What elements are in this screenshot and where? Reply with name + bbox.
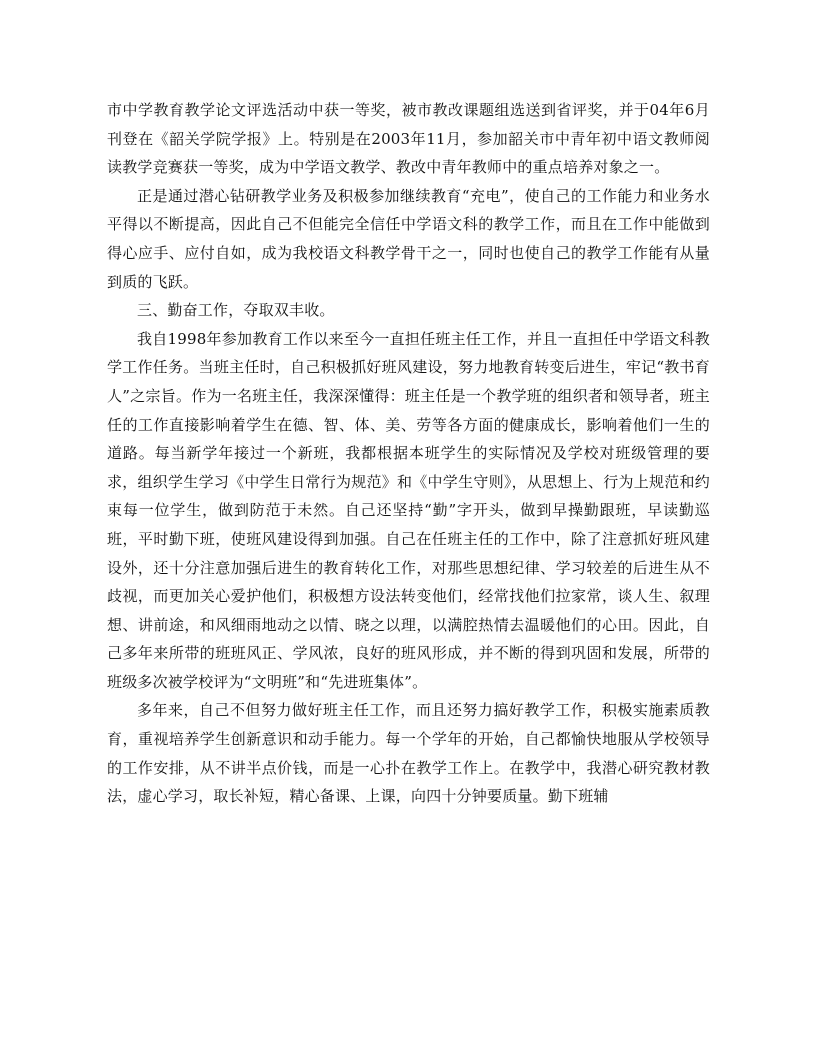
section-heading-diligent-work: 三、勤奋工作，夺取双丰收。 xyxy=(137,301,335,320)
paragraph-award-continuation: 市中学教育教学论文评选活动中获一等奖，被市教改课题组选送到省评奖，并于04年6月刊登在《韶关学院学报》上。特别是在2003年11月，参加韶关市中青年初中语文教师阅读教学竞赛获一等奖，成为中学语文教学、教改中青年教师中的重点培养对象之一。 xyxy=(107,101,710,177)
paragraph-teaching-work: 多年来，自己不但努力做好班主任工作，而且还努力搞好教学工作，积极实施素质教育，重视培养学生创新意识和动手能力。每一个学年的开始，自己都愉快地服从学校领导的工作安排，从不讲半点价钱，而是一心扑在教学工作上。在教学中，我潜心研究教材教法，虚心学习，取长补短，精心备课、上课，向四十分钟要质量。勤下班辅 xyxy=(107,701,710,806)
document-page xyxy=(107,96,710,811)
paragraph-class-teacher-work: 我自1998年参加教育工作以来至今一直担任班主任工作，并且一直担任中学语文科教学工作任务。当班主任时，自己积极抓好班风建设，努力地教育转变后进生，牢记“教书育人”之宗旨。作为一名班主任，我深深懂得：班主任是一个教学班的组织者和领导者，班主任的工作直接影响着学生在德、智、体、美、劳等各方面的健康成长，影响着他们一生的道路。每当新学年接过一个新班，我都根据本班学生的实际情况及学校对班级管理的要求，组织学生学习《中学生日常行为规范》和《中学生守则》，从思想上、行为上规范和约束每一位学生，做到防范于未然。自己还坚持“勤”字开头，做到早操勤跟班，早读勤巡班，平时勤下班，使班风建设得到加强。自己在任班主任的工作中，除了注意抓好班风建设外，还十分注意加强后进生的教育转化工作，对那些思想纪律、学习较差的后进生从不歧视，而更加关心爱护他们，积极想方设法转变他们，经常找他们拉家常，谈人生、叙理想、讲前途，和风细雨地动之以情、晓之以理，以满腔热情去温暖他们的心田。因此，自己多年来所带的班班风正、学风浓，良好的班风形成，并不断的得到巩固和发展，所带的班级多次被学校评为“文明班”和“先进班集体”。 xyxy=(107,329,710,691)
paragraph-continuing-education: 正是通过潜心钻研教学业务及积极参加继续教育“充电”，使自己的工作能力和业务水平得以不断提高，因此自己不但能完全信任中学语文科的教学工作，而且在工作中能做到得心应手、应付自如，成为我校语文科教学骨干之一，同时也使自己的教学工作能有从量到质的飞跃。 xyxy=(107,186,710,291)
